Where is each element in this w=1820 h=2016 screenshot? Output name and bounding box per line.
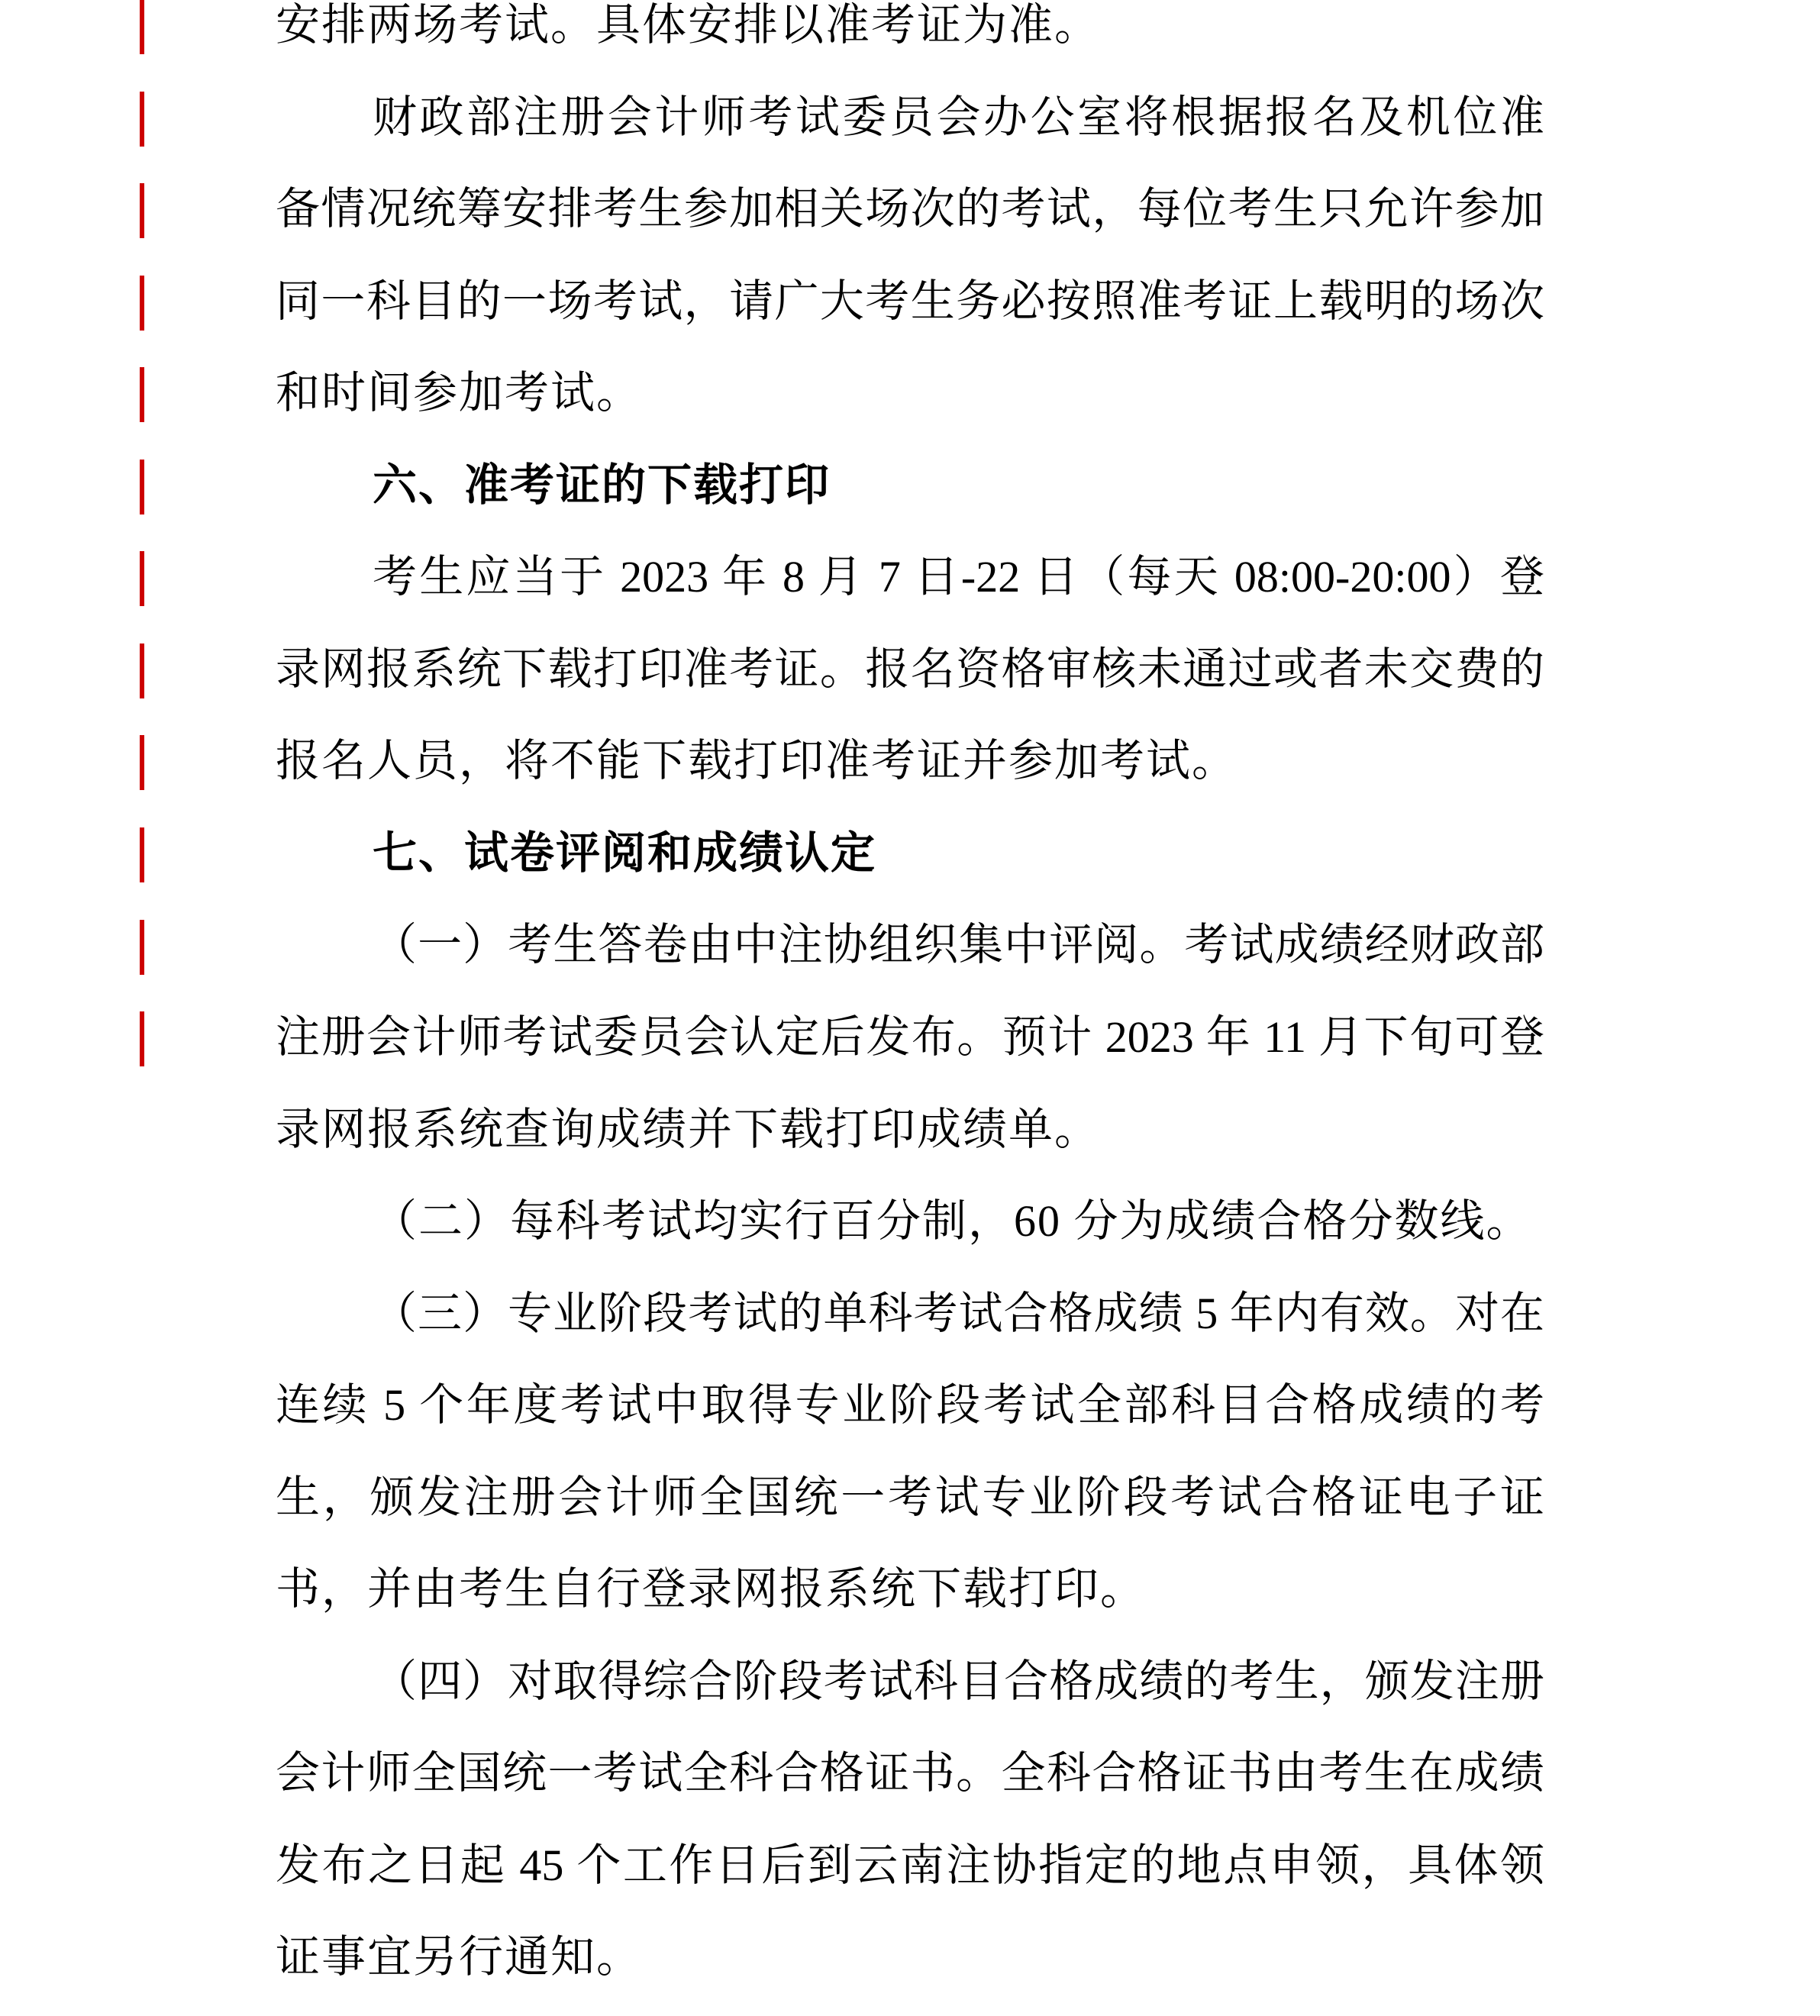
text-line: 录网报系统下载打印准考证。报名资格审核未通过或者未交费的	[276, 644, 1544, 694]
text-line: 考生应当于 2023 年 8 月 7 日-22 日（每天 08:00-20:00）登	[373, 552, 1544, 602]
text-line: 发布之日起 45 个工作日后到云南注协指定的地点申领，具体领	[276, 1840, 1544, 1890]
text-line: 备情况统筹安排考生参加相关场次的考试，每位考生只允许参加	[276, 184, 1544, 234]
text-line: 会计师全国统一考试全科合格证书。全科合格证书由考生在成绩	[276, 1748, 1544, 1798]
tracked-change-bar	[140, 644, 144, 698]
section-heading: 六、准考证的下载打印	[373, 460, 831, 510]
text-line: 报名人员，将不能下载打印准考证并参加考试。	[276, 736, 1238, 786]
tracked-change-bar	[140, 827, 144, 882]
text-line: （三）专业阶段考试的单科考试合格成绩 5 年内有效。对在	[373, 1288, 1544, 1338]
text-line: 书，并由考生自行登录网报系统下载打印。	[276, 1564, 1147, 1614]
text-line: 生，颁发注册会计师全国统一考试专业阶段考试合格证电子证	[276, 1472, 1544, 1522]
text-line: 同一科目的一场考试，请广大考生务必按照准考证上载明的场次	[276, 276, 1544, 326]
text-line: 安排两场考试。具体安排以准考证为准。	[276, 0, 1101, 50]
text-line: 证事宜另行通知。	[276, 1932, 643, 1982]
text-line: 注册会计师考试委员会认定后发布。预计 2023 年 11 月下旬可登	[276, 1012, 1544, 1063]
tracked-change-bar	[140, 276, 144, 331]
tracked-change-bar	[140, 920, 144, 975]
tracked-change-bar	[140, 367, 144, 422]
text-line: （一）考生答卷由中注协组织集中评阅。考试成绩经财政部	[373, 920, 1544, 970]
text-line: 连续 5 个年度考试中取得专业阶段考试全部科目合格成绩的考	[276, 1380, 1544, 1431]
tracked-change-bar	[140, 735, 144, 790]
tracked-change-bar	[140, 183, 144, 238]
tracked-change-bar	[140, 551, 144, 606]
tracked-change-bar	[140, 1011, 144, 1066]
text-line: 和时间参加考试。	[276, 368, 643, 418]
tracked-change-bar	[140, 460, 144, 514]
tracked-change-bar	[140, 92, 144, 147]
document-text-column	[276, 0, 1544, 2004]
text-line: （四）对取得综合阶段考试科目合格成绩的考生，颁发注册	[373, 1656, 1544, 1706]
text-line: 录网报系统查询成绩并下载打印成绩单。	[276, 1104, 1101, 1154]
section-heading: 七、试卷评阅和成绩认定	[373, 827, 877, 878]
text-line: （二）每科考试均实行百分制，60 分为成绩合格分数线。	[373, 1196, 1532, 1247]
tracked-change-bar	[140, 0, 144, 54]
text-line: 财政部注册会计师考试委员会办公室将根据报名及机位准	[373, 92, 1544, 142]
